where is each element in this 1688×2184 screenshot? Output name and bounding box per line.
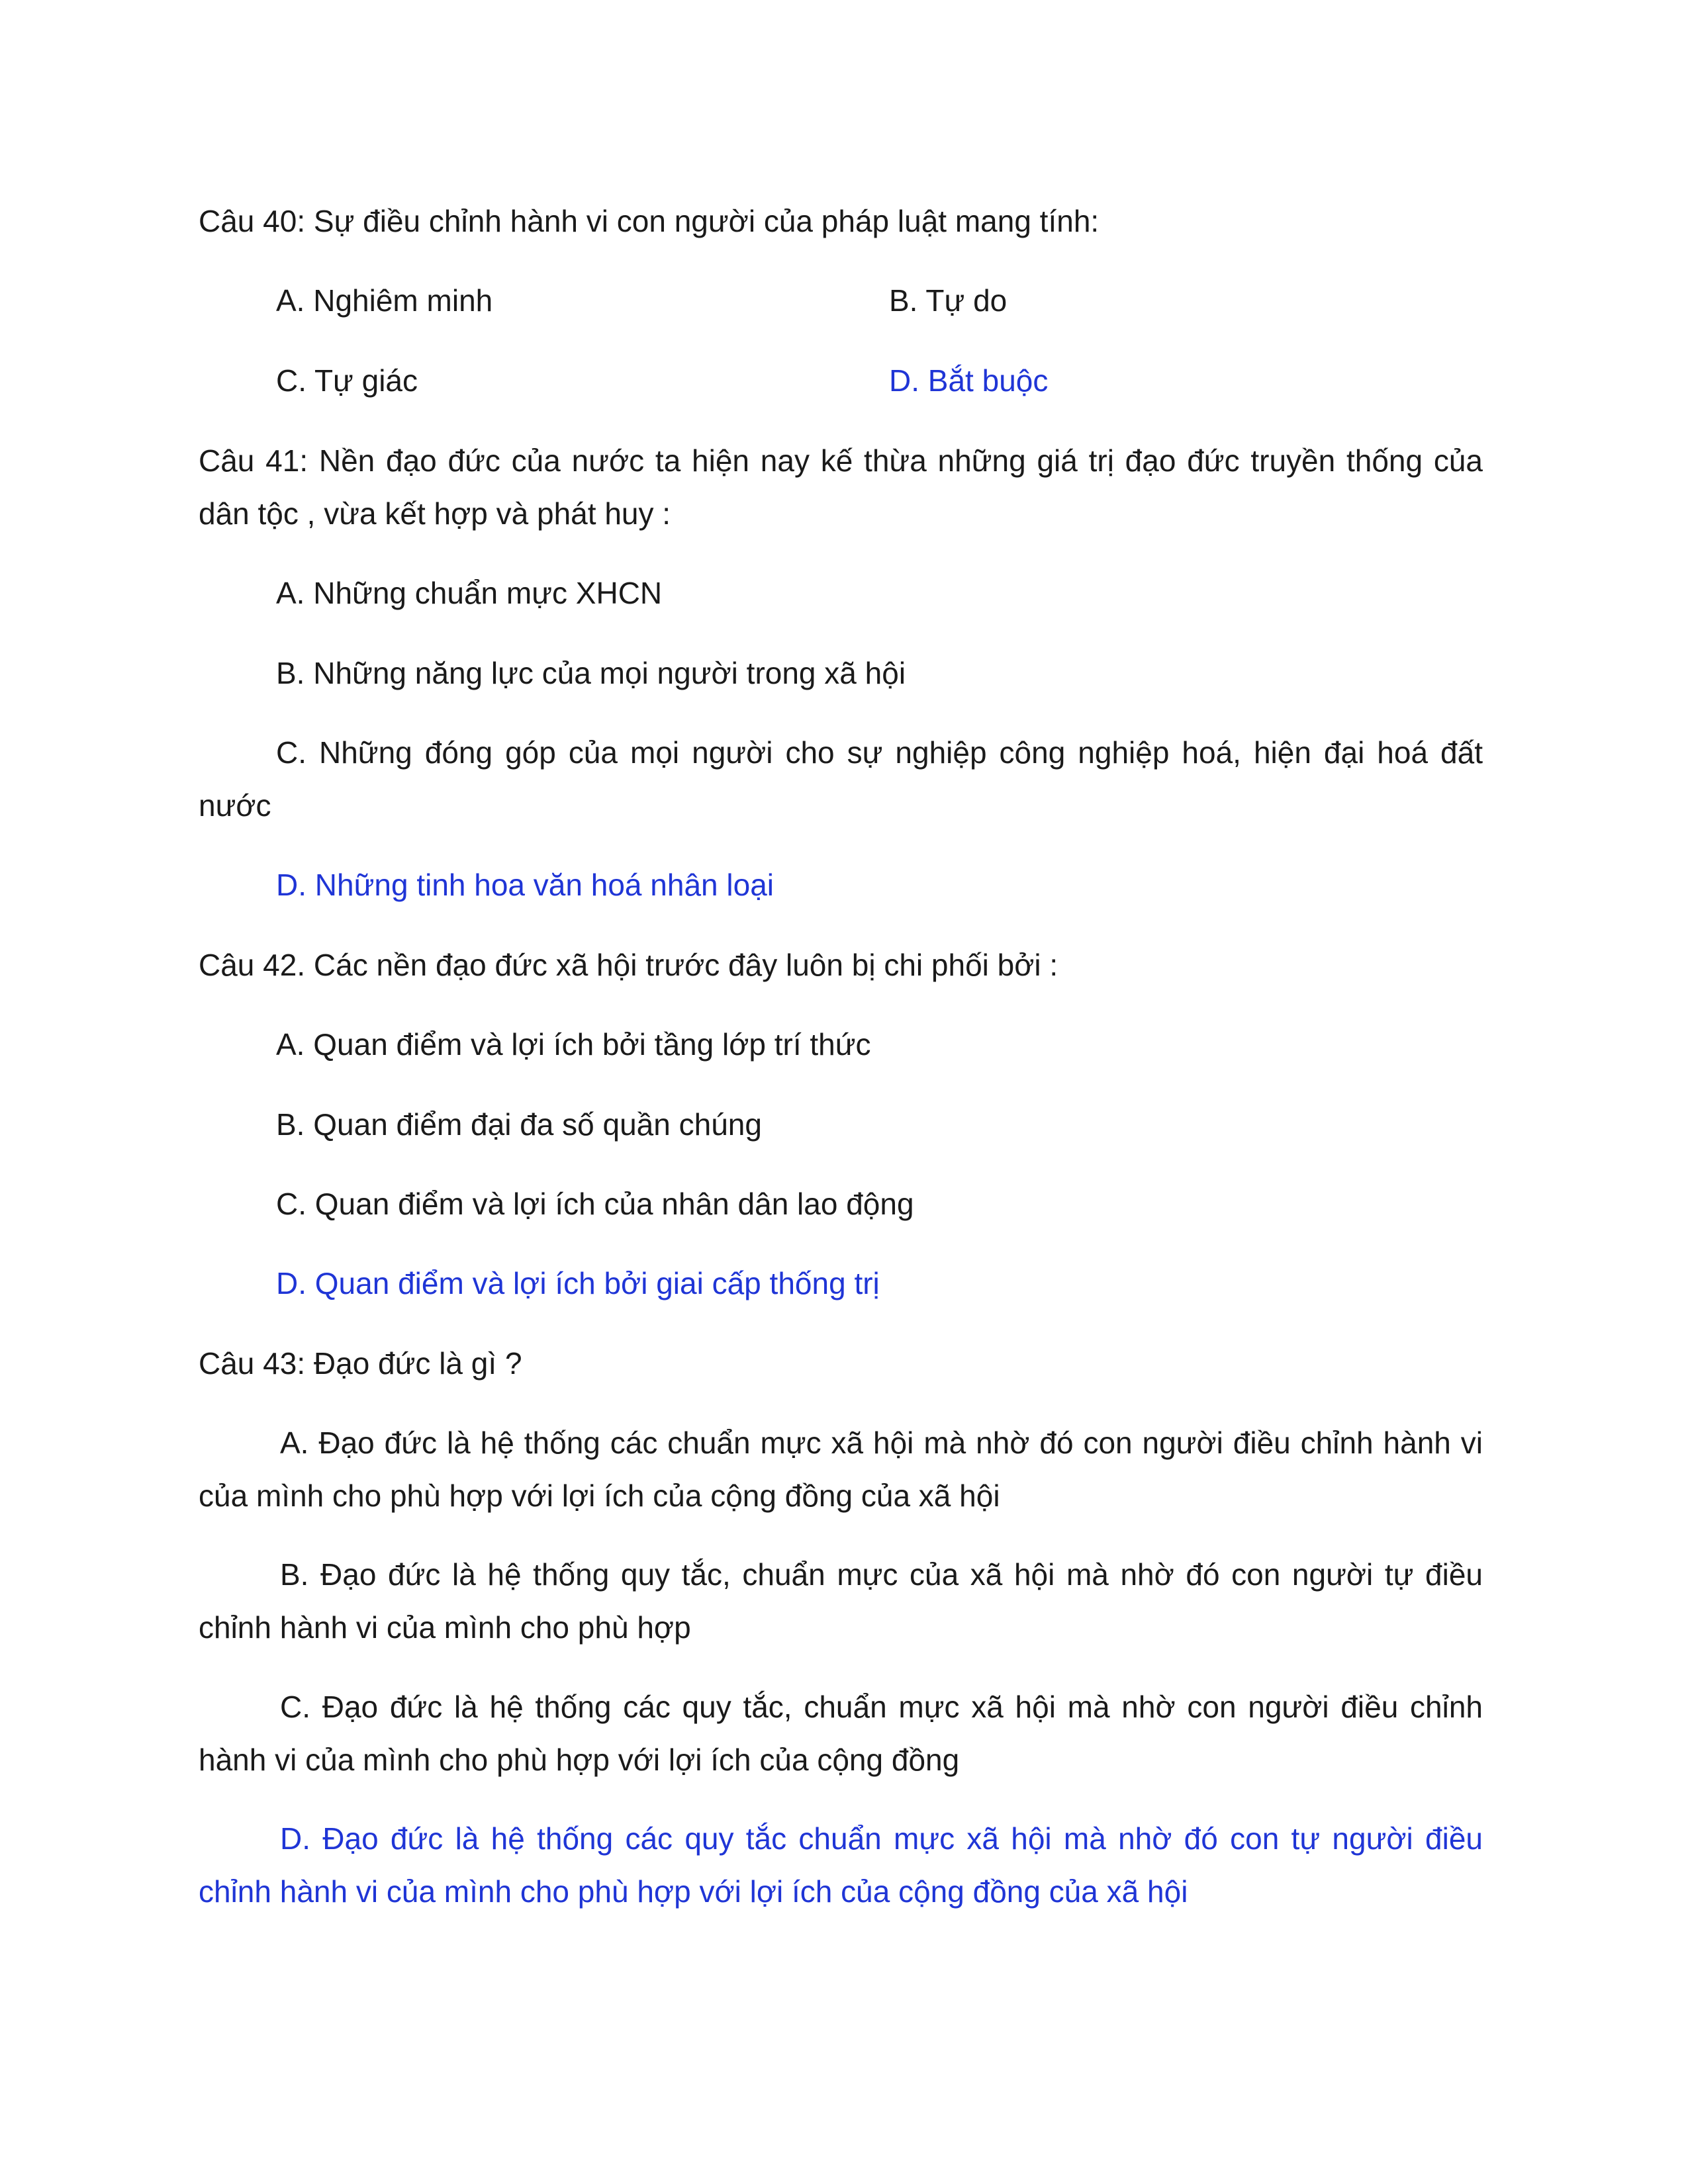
- question-42-stem: Câu 42. Các nền đạo đức xã hội trước đây luôn bị chi phối bởi :: [199, 948, 1058, 982]
- question-41-option-b: B. Những năng lực của mọi người trong xã hội: [276, 656, 906, 690]
- question-41-option-c: C. Những đóng góp của mọi người cho sự nghiệp công nghiệp hoá, hiện đại hoá đất nước: [199, 735, 1483, 823]
- question-40-option-a: A. Nghiêm minh: [276, 283, 493, 318]
- document-page: [199, 0, 1483, 2184]
- question-42-option-c: C. Quan điểm và lợi ích của nhân dân lao động: [276, 1187, 914, 1221]
- question-43-option-d-answer: D. Đạo đức là hệ thống các quy tắc chuẩn mực xã hội mà nhờ đó con tự người điều chỉnh hành vi của mình cho phù hợp với lợi ích của cộng đồng của xã hội: [199, 1821, 1483, 1909]
- question-40-stem: Câu 40: Sự điều chỉnh hành vi con người của pháp luật mang tính:: [199, 204, 1100, 238]
- question-41-option-a: A. Những chuẩn mực XHCN: [276, 576, 663, 610]
- question-42-option-d-answer: D. Quan điểm và lợi ích bởi giai cấp thống trị: [276, 1266, 880, 1300]
- question-40-option-b: B. Tự do: [889, 283, 1008, 318]
- question-41-stem: Câu 41: Nền đạo đức của nước ta hiện nay kế thừa những giá trị đạo đức truyền thống của dân tộc , vừa kết hợp và phát huy :: [199, 443, 1483, 531]
- question-43-option-b: B. Đạo đức là hệ thống quy tắc, chuẩn mực của xã hội mà nhờ đó con người tự điều chỉnh hành vi của mình cho phù hợp: [199, 1557, 1483, 1645]
- question-43-stem: Câu 43: Đạo đức là gì ?: [199, 1346, 522, 1381]
- question-42-option-b: B. Quan điểm đại đa số quần chúng: [276, 1107, 762, 1142]
- question-42-option-a: A. Quan điểm và lợi ích bởi tầng lớp trí thức: [276, 1027, 871, 1062]
- question-43-option-a: A. Đạo đức là hệ thống các chuẩn mực xã hội mà nhờ đó con người điều chỉnh hành vi của mình cho phù hợp với lợi ích của cộng đồng của xã hội: [199, 1426, 1483, 1513]
- question-41-option-d-answer: D. Những tinh hoa văn hoá nhân loại: [276, 868, 774, 902]
- question-43-option-c: C. Đạo đức là hệ thống các quy tắc, chuẩn mực xã hội mà nhờ con người điều chỉnh hành vi của mình cho phù hợp với lợi ích của cộng đồng: [199, 1690, 1483, 1777]
- question-40-option-c: C. Tự giác: [276, 363, 418, 398]
- question-40-option-d-answer: D. Bắt buộc: [889, 363, 1049, 398]
